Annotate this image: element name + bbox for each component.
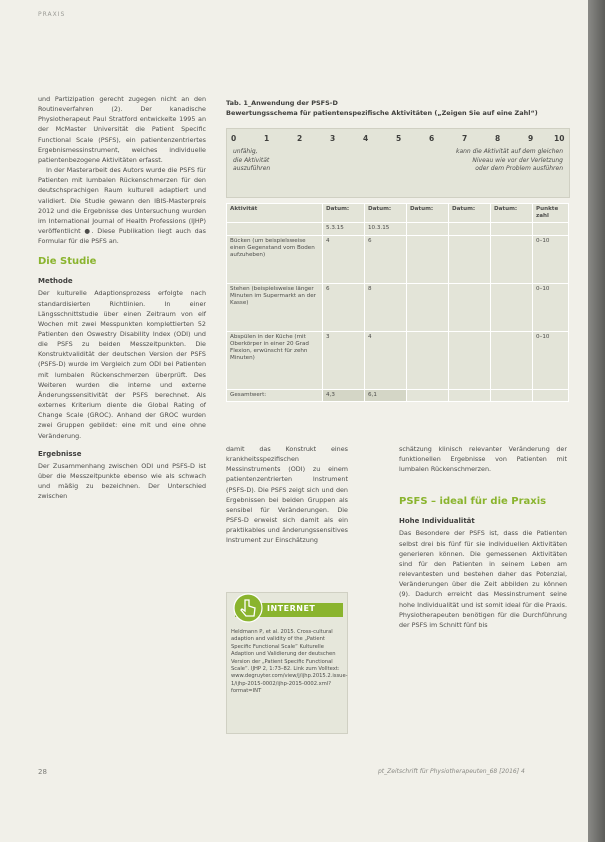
date-row-score bbox=[533, 223, 569, 235]
activity-cell: Bücken (um beispielsweise einen Gegenstand vom Boden aufzuheben) bbox=[227, 235, 323, 283]
header-date-3: Datum: bbox=[407, 204, 449, 223]
scale-number-6: 6 bbox=[429, 134, 435, 143]
scale-number-4: 4 bbox=[363, 134, 369, 143]
total-value-2: 6,1 bbox=[365, 389, 407, 401]
score-cell bbox=[491, 235, 533, 283]
score-cell: 8 bbox=[365, 283, 407, 331]
score-cell bbox=[449, 235, 491, 283]
scale-left-line-1: unfähig, bbox=[233, 148, 258, 155]
table-title bbox=[226, 98, 571, 118]
left-paragraph-3: Der kulturelle Adaptionsprozess erfolgte nach standardisierten Richtlinien. In einer Längsschnittstudie über einen Zeitraum von elf Wochen mit zwei Messpunkten komplettierten 52 Patienten den Oswestry Disability Index (ODI) und die PSFS zu beiden Messzeitpunkten. Die Konstruktvalidität der deutschen Version der PSFS (PSFS-D) wurde im Vergleich zum ODI bei Patienten mit lumbalen Rückenschmerzen überprüft. Des Weiteren wurden die interne und externe Änderungssensitivität der PSFS berechnet. Als externes Kriterium diente die Global Rating of Change Scale (GROC). Anhand der GROC wurden zwei Gruppen gebildet: eine mit und eine ohne Veränderung. bbox=[38, 289, 206, 440]
scale-left-line-3: auszuführen bbox=[233, 165, 271, 172]
scale-right-line-3: oder dem Problem ausführen bbox=[475, 165, 563, 172]
total-value-1: 4,3 bbox=[323, 389, 365, 401]
date-row-blank bbox=[227, 223, 323, 235]
scale-number-2: 2 bbox=[297, 134, 303, 143]
header-date-1: Datum: bbox=[323, 204, 365, 223]
score-cell bbox=[407, 283, 449, 331]
rating-scale bbox=[226, 128, 570, 198]
middle-column bbox=[226, 444, 348, 546]
range-cell: 0–10 bbox=[533, 331, 569, 389]
total-value-5 bbox=[491, 389, 533, 401]
scale-number-10: 10 bbox=[554, 134, 565, 143]
table-row bbox=[227, 283, 569, 331]
internet-label: INTERNET bbox=[267, 604, 316, 613]
scale-number-1: 1 bbox=[264, 134, 270, 143]
table-row bbox=[227, 331, 569, 389]
score-cell: 3 bbox=[323, 331, 365, 389]
scale-number-5: 5 bbox=[396, 134, 402, 143]
header-date-5: Datum: bbox=[491, 204, 533, 223]
date-value-2: 10.3.15 bbox=[365, 223, 407, 235]
score-cell: 4 bbox=[365, 331, 407, 389]
scale-number-9: 9 bbox=[528, 134, 534, 143]
activity-cell: Abspülen in der Küche (mit Oberkörper in einer 20 Grad Flexion, erwünscht für zehn Minuten) bbox=[227, 331, 323, 389]
score-cell bbox=[407, 331, 449, 389]
right-paragraph-2: Das Besondere der PSFS ist, dass die Patienten selbst drei bis fünf für sie individuellen Aktivitäten generieren können. Die gemessenen Aktivitäten sind für den Patienten in seinem Leben am relevantesten und bestehen daher das Potenzial, Veränderungen über die Zeit abbilden zu können (9). Dadurch erreicht das Messinstrument seine hohe Individualität und ist somit ideal für die Praxis. Physiotherapeuten benötigen für die Durchführung der PSFS im Schnitt fünf bis bbox=[399, 529, 567, 629]
page-number: 28 bbox=[38, 768, 47, 776]
table-date-row bbox=[227, 223, 569, 235]
table-title-line-2: Bewertungsschema für patientenspezifische Aktivitäten („Zeigen Sie auf eine Zahl“) bbox=[226, 109, 538, 117]
score-cell bbox=[491, 331, 533, 389]
left-paragraph-1: und Partizipation gerecht zugegen nicht an den Routineverfahren (2). Der kanadische Physiotherapeut Paul Stratford entwickelte 1995 an der McMaster Universität die Patient Specific Functional Scale (PSFS), ein patientenzentriertes Ergebnismessinstrument, welches individuelle patientenbezogene Aktivitäten erfasst. bbox=[38, 95, 206, 164]
header-score: Punkte zahl bbox=[533, 204, 569, 223]
internet-reference: Heldmann P, et al. 2015. Cross-cultural adaption and validity of the „Patient Specific Functional Scale“ Kulturelle Adaption und Validierung der deutschen Version der „Patient Specific Functional Scale“. IJHP 2, 1:73–82. Link zum Volltext: www.degruyter.com/view/j/ijhp.2015.2.issue-1/ijhp-2015-0002/ijhp-2015-0002.xml?format=INT bbox=[231, 629, 348, 695]
scale-number-0: 0 bbox=[231, 134, 237, 143]
date-value-4 bbox=[449, 223, 491, 235]
subheading-methode: Methode bbox=[38, 277, 73, 286]
internet-box bbox=[226, 592, 348, 734]
table-total-row bbox=[227, 389, 569, 401]
left-paragraph-2: In der Masterarbeit des Autors wurde die PSFS für Patienten mit lumbalen Rückenschmerzen für den deutschsprachigen Raum kulturell adaptiert und validiert. Die Studie gewann den IBIS-Masterpreis 2012 und die Ergebnisse des Untersuchung wurden im International Journal of Health Professions (IJHP) veröffentlicht ●. Diese Publikation liegt auch das Formular für die PSFS an. bbox=[38, 166, 206, 246]
date-value-1: 5.3.15 bbox=[323, 223, 365, 235]
header-date-4: Datum: bbox=[449, 204, 491, 223]
scale-number-8: 8 bbox=[495, 134, 501, 143]
subheading-ergebnisse: Ergebnisse bbox=[38, 449, 82, 458]
header-date-2: Datum: bbox=[365, 204, 407, 223]
range-cell: 0–10 bbox=[533, 235, 569, 283]
right-column bbox=[399, 444, 567, 630]
date-value-3 bbox=[407, 223, 449, 235]
table-header-row bbox=[227, 204, 569, 223]
scale-number-3: 3 bbox=[330, 134, 336, 143]
table-title-line-1: Tab. 1_Anwendung der PSFS-D bbox=[226, 99, 338, 107]
score-cell: 6 bbox=[365, 235, 407, 283]
scale-right-caption bbox=[456, 148, 563, 174]
activity-table bbox=[226, 203, 569, 402]
score-cell bbox=[449, 331, 491, 389]
hand-click-icon bbox=[233, 593, 263, 623]
right-paragraph-1: schätzung klinisch relevanter Veränderung der funktionellen Ergebnisse von Patienten mit lumbalen Rückenschmerzen. bbox=[399, 445, 567, 474]
header-activity: Aktivität bbox=[227, 204, 323, 223]
scale-number-7: 7 bbox=[462, 134, 468, 143]
activity-cell: Stehen (beispielsweise länger Minuten im Supermarkt an der Kasse) bbox=[227, 283, 323, 331]
total-value-4 bbox=[449, 389, 491, 401]
total-score bbox=[533, 389, 569, 401]
score-cell bbox=[449, 283, 491, 331]
subheading-hohe-individualitaet: Hohe Individualität bbox=[399, 517, 475, 526]
left-paragraph-4: Der Zusammenhang zwischen ODI und PSFS-D ist über die Messzeitpunkte ebenso wie als schwach und mäßig zu bezeichnen. Der Unterschied zwischen bbox=[38, 461, 206, 501]
range-cell: 0–10 bbox=[533, 283, 569, 331]
heading-die-studie: Die Studie bbox=[38, 256, 97, 268]
total-label: Gesamtwert: bbox=[227, 389, 323, 401]
scale-left-line-2: die Aktivität bbox=[233, 156, 270, 164]
left-column bbox=[38, 94, 206, 501]
score-cell bbox=[491, 283, 533, 331]
scale-right-line-1: kann die Aktivität auf dem gleichen bbox=[455, 148, 563, 155]
score-cell: 4 bbox=[323, 235, 365, 283]
total-value-3 bbox=[407, 389, 449, 401]
score-cell: 6 bbox=[323, 283, 365, 331]
score-cell bbox=[407, 235, 449, 283]
page-edge-shadow bbox=[588, 0, 605, 842]
heading-psfs-ideal: PSFS – ideal für die Praxis bbox=[399, 496, 547, 508]
scale-right-line-2: Niveau wie vor der Verletzung bbox=[472, 156, 563, 164]
scale-numbers bbox=[231, 134, 565, 144]
section-label: PRAXIS bbox=[38, 11, 66, 18]
scale-left-caption bbox=[233, 148, 270, 174]
date-value-5 bbox=[491, 223, 533, 235]
table-row bbox=[227, 235, 569, 283]
middle-paragraph-1: damit das Konstrukt eines krankheitsspezifischen Messinstruments (ODI) zu einem patientenzentrierten Instrument (PSFS-D). Die PSFS zeigt sich und den Ergebnissen bei beiden Gruppen als sensibel für Veränderungen. Die PSFS-D erweist sich damit als ein praktikables und änderungssensitives Instrument zur Einschätzung bbox=[226, 445, 348, 545]
journal-footer: pt_Zeitschrift für Physiotherapeuten_68 [2016] 4 bbox=[378, 768, 525, 775]
